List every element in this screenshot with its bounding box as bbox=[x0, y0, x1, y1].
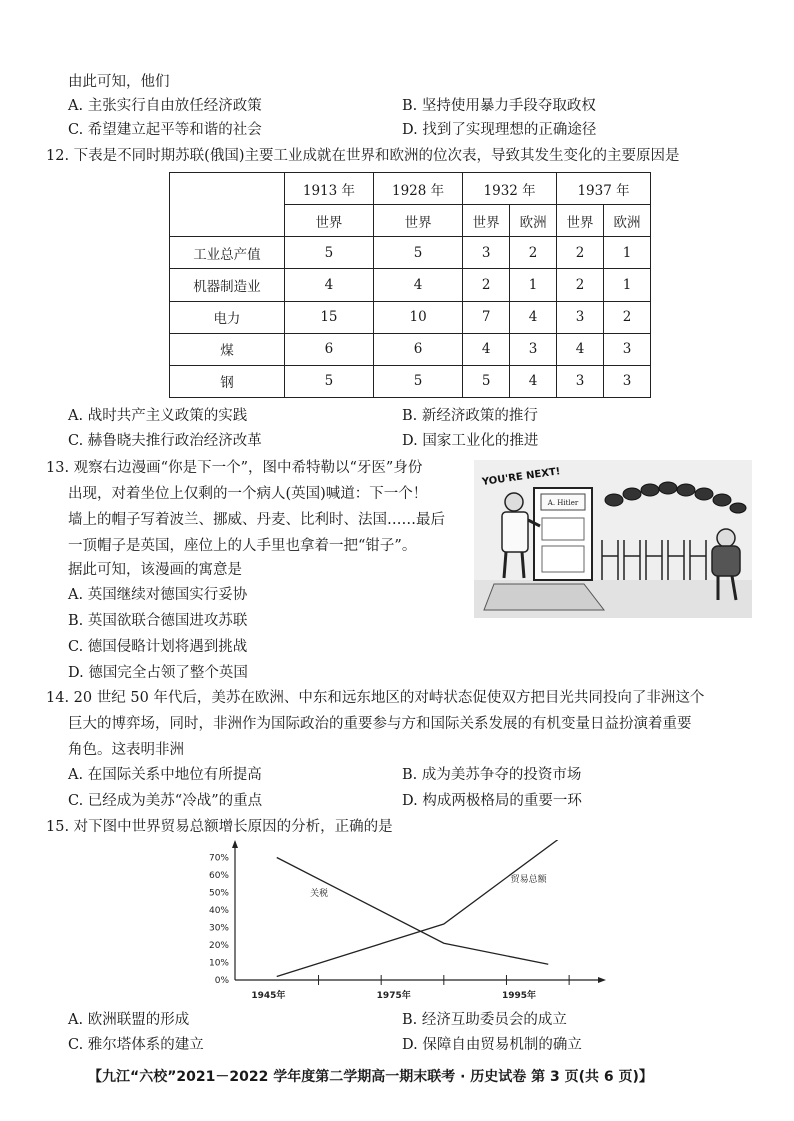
row-label: 工业总产值 bbox=[170, 237, 285, 269]
q11-option-d[interactable]: D. 找到了实现理想的正确途径 bbox=[402, 122, 597, 138]
q12-stem: 12. 下表是不同时期苏联(俄国)主要工业成就在世界和欧洲的位次表，导致其发生变化的主要原因是 bbox=[46, 148, 680, 164]
table-cell: 15 bbox=[284, 301, 373, 333]
series-line bbox=[277, 858, 548, 965]
table-cell: 1 bbox=[510, 269, 557, 301]
table-cell: 6 bbox=[374, 333, 463, 365]
x-tick-label: 1995年 bbox=[501, 991, 537, 1001]
cartoon-speech: YOU'RE NEXT! bbox=[481, 466, 562, 489]
q11-stem-end: 由此可知，他们 bbox=[68, 74, 170, 90]
table-cell: 5 bbox=[374, 237, 463, 269]
table-row bbox=[170, 269, 651, 301]
q14-option-c[interactable]: C. 已经成为美苏“冷战”的重点 bbox=[68, 793, 263, 809]
table-row bbox=[170, 365, 651, 397]
scope-header: 世界 bbox=[374, 205, 463, 237]
q12-option-c[interactable]: C. 赫鲁晓夫推行政治经济改革 bbox=[68, 433, 262, 449]
page-footer: 【九江“六校”2021－2022 学年度第二学期高一期末联考 · 历史试卷 第 3 页(共 6 页)】 bbox=[88, 1069, 653, 1085]
table-cell: 3 bbox=[604, 333, 651, 365]
q14-stem-line: 14. 20 世纪 50 年代后，美苏在欧洲、中东和远东地区的对峙状态促使双方把目光共同投向了非洲这个 bbox=[46, 690, 705, 706]
cartoon-drawing bbox=[474, 460, 752, 618]
row-label: 电力 bbox=[170, 301, 285, 333]
q15-option-d[interactable]: D. 保障自由贸易机制的确立 bbox=[402, 1037, 582, 1053]
table-cell: 10 bbox=[374, 301, 463, 333]
table-cell: 3 bbox=[557, 301, 604, 333]
table-cell: 6 bbox=[284, 333, 373, 365]
table-row bbox=[170, 301, 651, 333]
table-cell: 4 bbox=[463, 333, 510, 365]
q13-stem-line: 一顶帽子是英国，座位上的人手里也拿着一把“钳子”。 bbox=[68, 538, 417, 554]
table-cell: 5 bbox=[463, 365, 510, 397]
table-cell: 4 bbox=[510, 301, 557, 333]
table-corner-cell bbox=[170, 173, 285, 237]
table-cell: 5 bbox=[374, 365, 463, 397]
series-label: 关税 bbox=[310, 889, 329, 899]
q11-option-b[interactable]: B. 坚持使用暴力手段夺取政权 bbox=[402, 98, 596, 114]
year-header: 1932 年 bbox=[463, 173, 557, 205]
q14-option-a[interactable]: A. 在国际关系中地位有所提高 bbox=[68, 767, 262, 783]
table-cell: 3 bbox=[604, 365, 651, 397]
q12-option-a[interactable]: A. 战时共产主义政策的实践 bbox=[68, 408, 248, 424]
q13-option-c[interactable]: C. 德国侵略计划将遇到挑战 bbox=[68, 639, 248, 655]
q13-stem-line: 出现，对着坐位上仅剩的一个病人(英国)喊道：下一个！ bbox=[68, 486, 428, 502]
y-tick-label: 0% bbox=[214, 976, 229, 986]
year-header: 1937 年 bbox=[557, 173, 651, 205]
table-cell: 4 bbox=[557, 333, 604, 365]
table-cell: 2 bbox=[557, 269, 604, 301]
y-tick-label: 60% bbox=[208, 871, 229, 881]
table-cell: 1 bbox=[604, 269, 651, 301]
table-cell: 3 bbox=[557, 365, 604, 397]
y-tick-label: 50% bbox=[208, 888, 229, 899]
table-row bbox=[170, 333, 651, 365]
x-tick-label: 1945年 bbox=[251, 991, 286, 1001]
table-cell: 3 bbox=[510, 333, 557, 365]
trade-tariff-chart bbox=[200, 840, 610, 1010]
q14-option-d[interactable]: D. 构成两极格局的重要一环 bbox=[402, 793, 582, 809]
series-label: 贸易总额 bbox=[510, 875, 547, 885]
y-tick-label: 70% bbox=[208, 853, 229, 864]
q14-option-b[interactable]: B. 成为美苏争夺的投资市场 bbox=[402, 767, 582, 783]
q13-option-a[interactable]: A. 英国继续对德国实行妥协 bbox=[68, 587, 248, 603]
table-cell: 1 bbox=[604, 237, 651, 269]
table-cell: 2 bbox=[510, 237, 557, 269]
table-cell: 4 bbox=[374, 269, 463, 301]
row-label: 钢 bbox=[170, 365, 285, 397]
table-cell: 7 bbox=[463, 301, 510, 333]
scope-header: 欧洲 bbox=[604, 205, 651, 237]
table-cell: 3 bbox=[463, 237, 510, 269]
scope-header: 世界 bbox=[463, 205, 510, 237]
q15-stem: 15. 对下图中世界贸易总额增长原因的分析，正确的是 bbox=[46, 819, 393, 835]
q11-option-a[interactable]: A. 主张实行自由放任经济政策 bbox=[68, 98, 262, 114]
year-header: 1913 年 bbox=[284, 173, 373, 205]
scope-header: 世界 bbox=[284, 205, 373, 237]
table-cell: 4 bbox=[284, 269, 373, 301]
q15-option-b[interactable]: B. 经济互助委员会的成立 bbox=[402, 1012, 567, 1028]
y-tick-label: 40% bbox=[208, 906, 229, 916]
q15-option-a[interactable]: A. 欧洲联盟的形成 bbox=[68, 1012, 190, 1028]
y-tick-label: 20% bbox=[208, 941, 229, 951]
ranking-table bbox=[169, 172, 651, 398]
chart-svg bbox=[200, 840, 610, 1010]
q12-option-b[interactable]: B. 新经济政策的推行 bbox=[402, 408, 538, 424]
cartoon-image bbox=[474, 460, 752, 618]
q12-option-d[interactable]: D. 国家工业化的推进 bbox=[402, 433, 539, 449]
table-cell: 2 bbox=[463, 269, 510, 301]
scope-header: 欧洲 bbox=[510, 205, 557, 237]
y-axis-arrow bbox=[232, 840, 238, 848]
q13-stem-line: 13. 观察右边漫画“你是下一个”，图中希特勒以“牙医”身份 bbox=[46, 460, 423, 476]
scope-header: 世界 bbox=[557, 205, 604, 237]
q13-option-d[interactable]: D. 德国完全占领了整个英国 bbox=[68, 665, 248, 681]
table-cell: 2 bbox=[604, 301, 651, 333]
table-cell: 5 bbox=[284, 365, 373, 397]
q14-stem-line: 巨大的博弈场，同时，非洲作为国际政治的重要参与方和国际关系发展的有机变量日益扮演着重要 bbox=[68, 716, 692, 732]
row-label: 机器制造业 bbox=[170, 269, 285, 301]
q11-option-c[interactable]: C. 希望建立起平等和谐的社会 bbox=[68, 122, 262, 138]
y-tick-label: 30% bbox=[208, 923, 229, 934]
year-header: 1928 年 bbox=[374, 173, 463, 205]
table-cell: 4 bbox=[510, 365, 557, 397]
table-row bbox=[170, 237, 651, 269]
x-tick-label: 1975年 bbox=[376, 991, 411, 1001]
door-sign: A. Hitler bbox=[547, 499, 579, 507]
q13-stem-line: 据此可知，该漫画的寓意是 bbox=[68, 562, 242, 578]
x-axis-arrow bbox=[598, 977, 606, 983]
y-tick-label: 10% bbox=[208, 958, 229, 969]
table-cell: 2 bbox=[557, 237, 604, 269]
table-cell: 5 bbox=[284, 237, 373, 269]
row-label: 煤 bbox=[170, 333, 285, 365]
series-line bbox=[277, 840, 569, 977]
q15-option-c[interactable]: C. 雅尔塔体系的建立 bbox=[68, 1037, 204, 1053]
q13-option-b[interactable]: B. 英国欲联合德国进攻苏联 bbox=[68, 613, 248, 629]
q14-stem-line: 角色。这表明非洲 bbox=[68, 742, 184, 758]
q13-stem-line: 墙上的帽子写着波兰、挪威、丹麦、比利时、法国……最后 bbox=[68, 512, 445, 528]
